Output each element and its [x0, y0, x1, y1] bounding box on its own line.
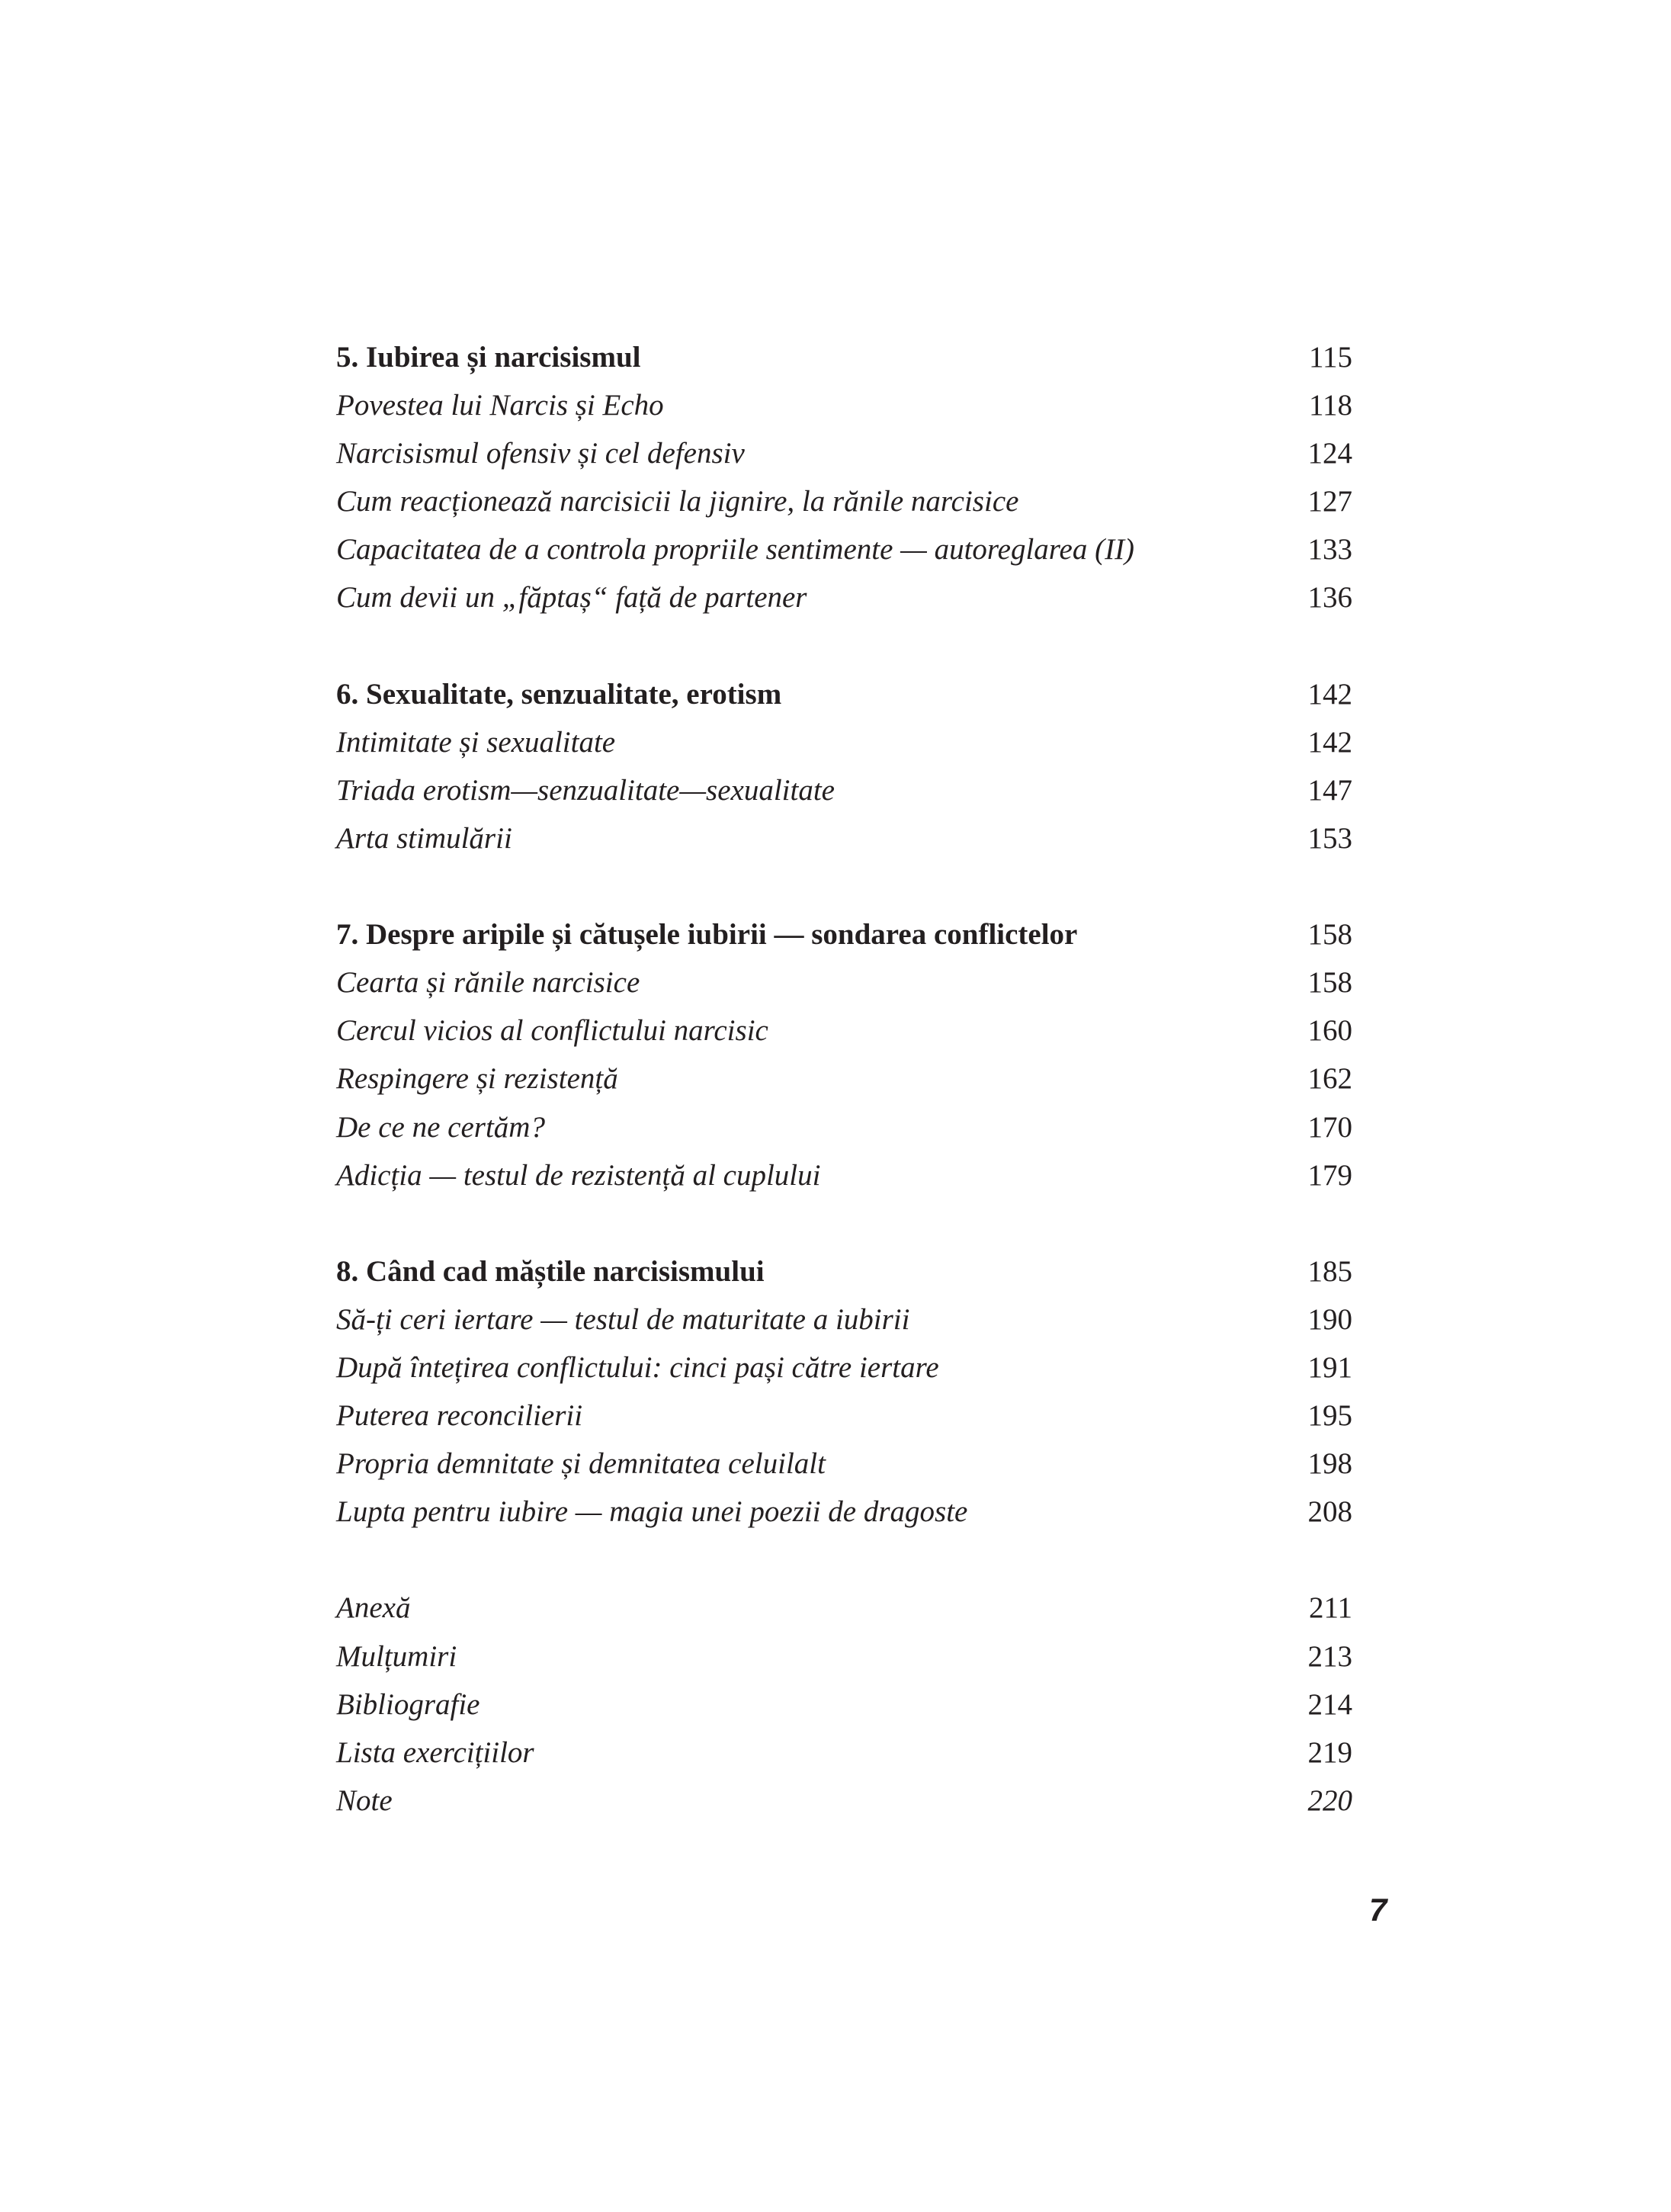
- entry-page-number: 136: [1307, 581, 1352, 615]
- entry-page-number: 158: [1307, 966, 1352, 1000]
- toc-chapter-row[interactable]: [336, 1247, 1352, 1295]
- chapter-page-number: 142: [1307, 677, 1352, 711]
- entry-page-number: 198: [1307, 1447, 1352, 1481]
- entry-page-number: 219: [1307, 1735, 1352, 1769]
- toc-section-chapter-8: [336, 1247, 1352, 1536]
- chapter-title: 8. Când cad măștile narcisismului: [336, 1254, 765, 1288]
- entry-title: Capacitatea de a controla propriile sentimente — autoreglarea (II): [336, 533, 1135, 567]
- toc-entry-row[interactable]: [336, 1344, 1352, 1392]
- toc-entry-row[interactable]: [336, 1055, 1352, 1103]
- entry-title: Lista exercițiilor: [336, 1735, 534, 1769]
- table-of-contents: [336, 333, 1352, 1873]
- entry-page-number: 153: [1307, 821, 1352, 855]
- entry-title: Cum reacționează narcisicii la jignire, la rănile narcisice: [336, 485, 1019, 518]
- entry-page-number: 162: [1307, 1062, 1352, 1096]
- entry-page-number: 133: [1307, 533, 1352, 567]
- entry-title: Lupta pentru iubire — magia unei poezii de dragoste: [336, 1495, 968, 1529]
- entry-title: Să-ți ceri iertare — testul de maturitate a iubirii: [336, 1302, 910, 1336]
- entry-title: Narcisismul ofensiv și cel defensiv: [336, 437, 745, 470]
- toc-entry-row[interactable]: [336, 525, 1352, 573]
- entry-title: Propria demnitate și demnitatea celuilalt: [336, 1447, 826, 1481]
- entry-page-number: 142: [1307, 725, 1352, 759]
- entry-title: De ce ne certăm?: [336, 1110, 545, 1144]
- entry-page-number: 124: [1307, 437, 1352, 470]
- toc-section-chapter-6: [336, 670, 1352, 862]
- toc-entry-row[interactable]: [336, 1440, 1352, 1488]
- entry-page-number: 208: [1307, 1495, 1352, 1529]
- entry-page-number: 190: [1307, 1302, 1352, 1336]
- entry-title: Note: [336, 1783, 393, 1817]
- entry-title: După întețirea conflictului: cinci pași către iertare: [336, 1350, 939, 1384]
- entry-title: Arta stimulării: [336, 821, 512, 855]
- entry-page-number: 179: [1307, 1158, 1352, 1192]
- toc-entry-row-note[interactable]: [336, 1777, 1352, 1825]
- entry-title: Cearta și rănile narcisice: [336, 966, 640, 1000]
- entry-title: Adicția — testul de rezistență al cuplului: [336, 1158, 821, 1192]
- toc-entry-row[interactable]: [336, 1006, 1352, 1055]
- toc-entry-row[interactable]: [336, 814, 1352, 862]
- entry-title: Intimitate și sexualitate: [336, 725, 616, 759]
- toc-entry-row[interactable]: [336, 1151, 1352, 1199]
- entry-title: Puterea reconcilierii: [336, 1399, 583, 1433]
- entry-page-number: 195: [1307, 1399, 1352, 1433]
- entry-page-number: 127: [1307, 485, 1352, 518]
- toc-entry-row[interactable]: [336, 1488, 1352, 1536]
- chapter-title: 6. Sexualitate, senzualitate, erotism: [336, 677, 782, 711]
- toc-entry-row[interactable]: [336, 573, 1352, 621]
- chapter-page-number: 158: [1307, 918, 1352, 952]
- entry-page-number: 147: [1307, 773, 1352, 807]
- toc-entry-row-lista-exercitiilor[interactable]: [336, 1729, 1352, 1777]
- toc-entry-row[interactable]: [336, 1392, 1352, 1440]
- chapter-title: 7. Despre aripile și cătușele iubirii — sondarea conflictelor: [336, 918, 1078, 952]
- toc-entry-row[interactable]: [336, 1103, 1352, 1151]
- entry-page-number: 214: [1307, 1687, 1352, 1721]
- chapter-page-number: 115: [1308, 341, 1352, 374]
- chapter-title: 5. Iubirea și narcisismul: [336, 341, 641, 374]
- entry-title: Respingere și rezistență: [336, 1062, 618, 1096]
- toc-section-chapter-5: [336, 333, 1352, 622]
- toc-entry-row-bibliografie[interactable]: [336, 1681, 1352, 1729]
- entry-page-number: 211: [1308, 1591, 1352, 1625]
- entry-page-number: 220: [1307, 1783, 1352, 1817]
- page-number: 7: [1369, 1892, 1387, 1928]
- entry-page-number: 160: [1307, 1014, 1352, 1048]
- entry-title: Triada erotism—senzualitate—sexualitate: [336, 773, 835, 807]
- toc-entry-row[interactable]: [336, 429, 1352, 477]
- toc-entry-row[interactable]: [336, 766, 1352, 814]
- chapter-page-number: 185: [1307, 1254, 1352, 1288]
- toc-back-matter: [336, 1584, 1352, 1824]
- entry-title: Povestea lui Narcis și Echo: [336, 389, 664, 422]
- toc-section-chapter-7: [336, 910, 1352, 1199]
- toc-entry-row[interactable]: [336, 381, 1352, 429]
- entry-title: Cercul vicios al conflictului narcisic: [336, 1014, 768, 1048]
- entry-page-number: 170: [1307, 1110, 1352, 1144]
- entry-title: Bibliografie: [336, 1687, 480, 1721]
- toc-chapter-row[interactable]: [336, 333, 1352, 381]
- entry-page-number: 118: [1308, 389, 1352, 422]
- toc-entry-row-anexa[interactable]: [336, 1584, 1352, 1632]
- entry-page-number: 191: [1307, 1350, 1352, 1384]
- toc-entry-row[interactable]: [336, 477, 1352, 525]
- toc-entry-row[interactable]: [336, 958, 1352, 1006]
- entry-title: Mulțumiri: [336, 1639, 457, 1673]
- toc-chapter-row[interactable]: [336, 910, 1352, 958]
- entry-title: Anexă: [336, 1591, 411, 1625]
- toc-entry-row[interactable]: [336, 718, 1352, 766]
- toc-chapter-row[interactable]: [336, 670, 1352, 718]
- entry-page-number: 213: [1307, 1639, 1352, 1673]
- toc-entry-row-multumiri[interactable]: [336, 1633, 1352, 1681]
- entry-title: Cum devii un „făptaș“ față de partener: [336, 581, 807, 615]
- toc-entry-row[interactable]: [336, 1295, 1352, 1344]
